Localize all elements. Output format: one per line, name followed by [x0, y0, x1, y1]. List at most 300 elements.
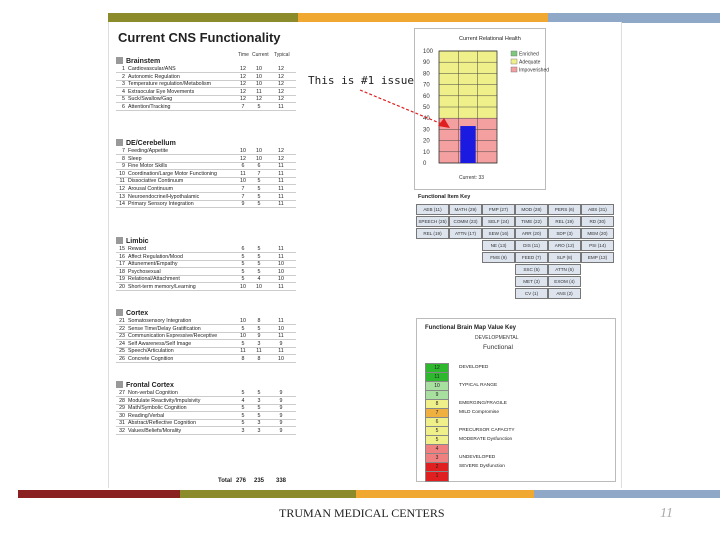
row-number: 21 [119, 318, 125, 324]
arrow-line [360, 90, 442, 124]
row-current-value: 7 [257, 170, 261, 177]
value-level-swatch: 3 [425, 453, 449, 464]
row-typical-value: 12 [278, 73, 284, 80]
row-number: 17 [119, 261, 125, 268]
page-number: 11 [660, 506, 673, 521]
row-number: 8 [122, 155, 125, 162]
section-heading [116, 57, 160, 65]
row-typical-value: 9 [279, 420, 283, 427]
row-time-value: 10 [240, 318, 246, 324]
row-label: Modulate Reactivity/Impulsivity [128, 397, 201, 404]
row-current-value: 3 [257, 428, 261, 434]
row-number: 1 [122, 66, 125, 72]
item-key-cell: EXOM (4) [548, 276, 581, 287]
row-label: Non-verbal Cognition [128, 390, 178, 396]
value-level-label: TYPICAL RANGE [459, 382, 498, 388]
value-level-label: PRECURSOR CAPACITY [459, 427, 515, 433]
row-label: Reading/Verbal [128, 412, 165, 419]
row-typical-value: 9 [279, 340, 283, 347]
item-key-cell: CV (1) [515, 288, 548, 299]
value-level-swatch: 10 [425, 381, 449, 392]
value-level-swatch: 5 [425, 426, 449, 437]
item-key-cell: FEED (7) [515, 252, 548, 263]
item-key-cell: FMS (9) [482, 252, 515, 263]
row-label: Sense Time/Delay Gratification [128, 325, 201, 332]
value-level-swatch: 12 [425, 363, 449, 374]
value-level-swatch: 9 [425, 390, 449, 401]
row-label: Communication Expressive/Receptive [128, 333, 218, 340]
row-typical-value: 12 [278, 66, 284, 72]
row-number: 20 [119, 284, 125, 290]
row-time-value: 12 [240, 66, 246, 72]
row-number: 18 [119, 268, 125, 275]
value-level-swatch: 5 [425, 435, 449, 446]
value-key [416, 318, 616, 482]
item-key-cell: SLP (8) [548, 252, 581, 263]
section-heading-text: Cortex [126, 310, 149, 317]
col-header-time: Time [238, 52, 249, 58]
row-label: Attunement/Empathy [128, 261, 178, 268]
row-typical-value: 11 [278, 318, 284, 324]
row-time-value: 5 [241, 405, 245, 412]
row-current-value: 9 [257, 333, 261, 340]
row-number: 30 [119, 412, 125, 419]
row-current-value: 5 [257, 325, 261, 332]
value-level-label: MILD Compromise [459, 409, 499, 415]
row-label: Suck/Swallow/Gag [128, 96, 173, 103]
row-typical-value: 10 [278, 261, 284, 268]
item-key-cell: ANS (2) [548, 288, 581, 299]
row-current-value: 8 [257, 356, 261, 362]
row-label: Coordination/Large Motor Functioning [128, 170, 217, 177]
table-row [116, 398, 296, 405]
row-current-value: 5 [257, 261, 261, 268]
table-row [116, 413, 296, 420]
row-label: Values/Beliefs/Morality [128, 428, 182, 434]
row-label: Speech/Articulation [128, 348, 174, 355]
row-typical-value: 9 [279, 397, 283, 404]
item-key-cell: AEB (11) [416, 204, 449, 215]
row-time-value: 12 [240, 88, 246, 95]
section-marker [116, 139, 123, 146]
row-number: 5 [122, 96, 125, 103]
table-row [116, 333, 296, 340]
row-time-value: 5 [241, 420, 245, 427]
row-typical-value: 12 [278, 155, 284, 162]
table-row [116, 284, 296, 291]
table-row [116, 74, 296, 81]
row-number: 4 [122, 88, 125, 95]
row-typical-value: 9 [279, 428, 283, 434]
row-label: Cardiovascular/ANS [128, 66, 176, 72]
section-heading-text: Frontal Cortex [126, 382, 174, 389]
item-key-cell: SELF (24) [482, 216, 515, 227]
row-typical-value: 10 [278, 276, 284, 283]
value-key-header2: Functional [483, 344, 513, 351]
table-row [116, 156, 296, 163]
row-number: 25 [119, 348, 125, 355]
bottom-bar-darkred [18, 490, 180, 498]
row-time-value: 12 [240, 96, 246, 103]
row-current-value: 5 [257, 253, 261, 260]
row-number: 2 [122, 73, 125, 80]
row-label: Dissociative Continuum [128, 178, 184, 185]
item-key-cell: COMM (23) [449, 216, 482, 227]
row-label: Temperature regulation/Metabolism [128, 81, 212, 88]
total-current: 235 [254, 478, 265, 484]
row-typical-value: 11 [278, 193, 284, 200]
report-title: Current CNS Functionality [118, 30, 281, 45]
table-row [116, 96, 296, 103]
total-time: 276 [236, 478, 247, 484]
row-typical-value: 11 [278, 104, 284, 110]
row-label: Concrete Cognition [128, 356, 174, 362]
row-number: 13 [119, 193, 125, 200]
table-row [116, 269, 296, 276]
legend-swatch [511, 59, 517, 64]
row-current-value: 8 [257, 318, 261, 324]
item-key-cell: ABS (31) [581, 204, 614, 215]
section-heading-text: Brainstem [126, 58, 161, 65]
row-time-value: 9 [241, 201, 245, 208]
legend-swatch [511, 51, 517, 56]
row-time-value: 12 [240, 81, 246, 88]
row-typical-value: 11 [278, 348, 284, 355]
row-number: 31 [119, 420, 125, 427]
table-row [116, 171, 296, 178]
row-time-value: 10 [240, 148, 246, 154]
row-label: Abstract/Reflective Cognition [128, 420, 197, 427]
chart-y-tick-label: 20 [423, 138, 430, 145]
bottom-bar-steel [534, 490, 720, 498]
row-typical-value: 9 [279, 390, 283, 396]
table-row [116, 326, 296, 333]
row-current-value: 10 [256, 66, 262, 72]
row-number: 3 [122, 81, 125, 88]
row-number: 26 [119, 356, 125, 362]
table-row [116, 201, 296, 208]
value-level-label: MODERATE Dysfunction [459, 436, 513, 442]
row-typical-value: 12 [278, 148, 284, 154]
table-row [116, 348, 296, 355]
row-number: 14 [119, 201, 125, 208]
table-row [116, 390, 296, 397]
value-level-swatch: 6 [425, 417, 449, 428]
value-key-header1: DEVELOPMENTAL [475, 335, 519, 341]
row-typical-value: 11 [278, 186, 284, 192]
row-number: 28 [119, 397, 125, 404]
chart-y-tick-label: 100 [423, 49, 434, 55]
row-current-value: 5 [257, 193, 261, 200]
row-typical-value: 11 [278, 163, 284, 170]
item-key-title: Functional Item Key [418, 194, 471, 200]
section-heading [116, 309, 148, 317]
item-key-cell: MET (3) [515, 276, 548, 287]
row-number: 16 [119, 253, 125, 260]
row-typical-value: 11 [278, 178, 284, 185]
item-key-cell: ATTN (6) [548, 264, 581, 275]
table-row [116, 178, 296, 185]
total-typical: 338 [276, 478, 287, 484]
row-label: Neuroendocrine/Hypothalamic [128, 193, 200, 200]
row-typical-value: 10 [278, 268, 284, 275]
row-current-value: 3 [257, 340, 261, 347]
table-row [116, 276, 296, 283]
item-key-cell: SDP (3) [548, 228, 581, 239]
row-time-value: 6 [241, 163, 245, 170]
row-typical-value: 11 [278, 253, 284, 260]
value-level-swatch: 7 [425, 408, 449, 419]
table-row [116, 186, 296, 193]
row-label: Arousal Continuum [128, 186, 174, 192]
row-time-value: 5 [241, 253, 245, 260]
row-label: Math/Symbolic Cognition [128, 405, 187, 412]
row-number: 9 [122, 163, 125, 170]
item-key-cell: RD (30) [581, 216, 614, 227]
item-key [414, 192, 614, 307]
chart-y-tick-label: 50 [423, 105, 430, 111]
chart-y-tick-label: 40 [423, 116, 430, 123]
footer-text: TRUMAN MEDICAL CENTERS [279, 506, 445, 520]
row-current-value: 10 [256, 81, 262, 88]
chart-y-tick-label: 30 [423, 127, 430, 134]
table-row [116, 356, 296, 363]
row-number: 7 [122, 148, 125, 154]
section-marker [116, 237, 123, 244]
row-typical-value: 11 [278, 170, 284, 177]
table-row [116, 148, 296, 155]
row-time-value: 10 [240, 333, 246, 340]
row-time-value: 3 [241, 428, 245, 434]
chart-bar-current [460, 126, 475, 163]
row-time-value: 5 [241, 412, 245, 419]
row-current-value: 4 [257, 276, 261, 283]
row-label: Psychosexual [128, 268, 161, 275]
item-key-cell: REL (19) [548, 216, 581, 227]
chart-y-tick-label: 60 [423, 93, 430, 100]
row-time-value: 7 [241, 193, 245, 200]
value-level-label: DEVELOPED [459, 364, 489, 370]
row-time-value: 5 [241, 340, 245, 347]
row-number: 6 [122, 104, 125, 110]
row-typical-value: 10 [278, 325, 284, 332]
row-current-value: 5 [257, 246, 261, 252]
row-number: 23 [119, 333, 125, 340]
row-typical-value: 11 [278, 246, 284, 252]
item-key-cell: SSC (5) [515, 264, 548, 275]
row-typical-value: 12 [278, 81, 284, 88]
row-time-value: 5 [241, 261, 245, 268]
row-time-value: 8 [241, 356, 245, 362]
value-level-label: SEVERE Dysfunction [459, 463, 505, 469]
row-current-value: 11 [256, 348, 262, 355]
row-time-value: 12 [240, 155, 246, 162]
value-key-title: Functional Brain Map Value Key [425, 325, 517, 331]
row-time-value: 11 [240, 348, 246, 355]
row-current-value: 5 [257, 201, 261, 208]
row-number: 12 [119, 186, 125, 192]
section-heading-text: DE/Cerebellum [126, 140, 176, 147]
legend-label: Adequate [519, 59, 541, 66]
section-marker [116, 381, 123, 388]
row-current-value: 5 [257, 178, 261, 185]
row-current-value: 3 [257, 420, 261, 427]
row-label: Extraocular Eye Movements [128, 88, 195, 95]
value-level-label: UNDEVELOPED [459, 454, 496, 460]
row-number: 24 [119, 340, 125, 347]
bottom-bar-olive [180, 490, 356, 498]
row-current-value: 11 [256, 88, 262, 95]
item-key-cell: TIME (22) [515, 216, 548, 227]
row-number: 11 [119, 178, 125, 185]
row-typical-value: 11 [278, 284, 284, 290]
row-typical-value: 12 [278, 96, 284, 103]
table-row [116, 318, 296, 325]
row-current-value: 5 [257, 186, 261, 192]
item-key-cell: SPEECH (25) [416, 216, 449, 227]
row-number: 15 [119, 246, 125, 252]
row-time-value: 10 [240, 284, 246, 290]
row-current-value: 5 [257, 104, 261, 110]
chart-x-label: Current: 33 [459, 175, 485, 181]
chart-y-tick-label: 0 [423, 161, 427, 167]
row-time-value: 4 [241, 397, 245, 404]
row-current-value: 10 [256, 284, 262, 290]
row-current-value: 10 [256, 148, 262, 154]
chart-y-tick-label: 90 [423, 60, 430, 67]
table-row [116, 405, 296, 412]
row-label: Sleep [128, 155, 142, 162]
row-number: 29 [119, 405, 125, 412]
col-header-typical: Typical [274, 52, 290, 58]
row-typical-value: 11 [278, 333, 284, 340]
row-number: 32 [119, 428, 125, 434]
row-time-value: 11 [240, 170, 246, 177]
row-time-value: 5 [241, 390, 245, 396]
value-level-swatch: 2 [425, 462, 449, 473]
item-key-cell: EMP (13) [581, 252, 614, 263]
value-level-swatch: 11 [425, 372, 449, 383]
section-heading-text: Limbic [126, 238, 149, 245]
row-time-value: 10 [240, 178, 246, 185]
section-marker [116, 57, 123, 64]
row-current-value: 6 [257, 163, 261, 170]
chart-y-tick-label: 80 [423, 71, 430, 78]
chart-band-enriched [439, 51, 497, 85]
row-number: 27 [119, 390, 125, 396]
row-time-value: 5 [241, 268, 245, 275]
table-row [116, 89, 296, 96]
row-label: Attention/Tracking [128, 104, 171, 110]
item-key-cell: MOD (28) [515, 204, 548, 215]
section-heading [116, 237, 149, 245]
item-key-cell: PERS (6) [548, 204, 581, 215]
row-time-value: 6 [241, 246, 245, 252]
section-heading [116, 381, 174, 389]
item-key-cell: DIS (11) [515, 240, 548, 251]
row-label: Feeding/Appetite [128, 148, 169, 154]
item-key-cell: MATH (29) [449, 204, 482, 215]
table-row [116, 341, 296, 348]
chart-y-tick-label: 70 [423, 82, 430, 89]
row-label: Primary Sensory Integration [128, 201, 194, 208]
table-row [116, 194, 296, 201]
legend-swatch [511, 67, 517, 72]
row-label: Short-term memory/Learning [128, 284, 196, 290]
item-key-cell: ARO (12) [548, 240, 581, 251]
row-current-value: 10 [256, 73, 262, 80]
row-time-value: 7 [241, 186, 245, 192]
row-time-value: 5 [241, 325, 245, 332]
annotation-text: This is #1 issue [308, 74, 414, 87]
chart-y-tick-label: 10 [423, 149, 430, 156]
row-time-value: 12 [240, 73, 246, 80]
table-row [116, 66, 296, 73]
value-level-swatch: 8 [425, 399, 449, 410]
row-label: Autonomic Regulation [128, 73, 180, 80]
table-row [116, 420, 296, 427]
section-marker [116, 309, 123, 316]
row-label: Fine Motor Skills [128, 163, 168, 170]
table-row [116, 246, 296, 253]
table-row [116, 261, 296, 268]
col-header-current: Current [252, 52, 269, 58]
row-typical-value: 9 [279, 405, 283, 412]
row-current-value: 5 [257, 405, 261, 412]
row-label: Affect Regulation/Mood [128, 253, 183, 260]
row-current-value: 12 [256, 96, 262, 103]
item-key-cell: ATTN (17) [449, 228, 482, 239]
legend-label: Impoverished [519, 67, 550, 74]
row-typical-value: 12 [278, 88, 284, 95]
row-current-value: 3 [257, 397, 261, 404]
row-time-value: 5 [241, 276, 245, 283]
row-label: Somatosensory Integration [128, 318, 192, 324]
item-key-cell: ARR (20) [515, 228, 548, 239]
value-level-swatch: 1 [425, 471, 449, 482]
row-label: Self Awareness/Self Image [128, 340, 192, 347]
row-current-value: 10 [256, 155, 262, 162]
row-number: 19 [119, 276, 125, 283]
row-number: 10 [119, 170, 125, 177]
table-row [116, 104, 296, 111]
chart-title: Current Relational Health [459, 36, 521, 42]
table-row [116, 163, 296, 170]
item-key-cell: REL (19) [416, 228, 449, 239]
value-level-swatch: 4 [425, 444, 449, 455]
item-key-cell: SEW (16) [482, 228, 515, 239]
row-current-value: 5 [257, 412, 261, 419]
row-number: 22 [119, 325, 125, 332]
item-key-cell: PSI (14) [581, 240, 614, 251]
row-time-value: 7 [241, 104, 245, 110]
row-current-value: 5 [257, 390, 261, 396]
value-level-label: EMERGING/FRAGILE [459, 400, 507, 406]
row-typical-value: 11 [278, 201, 284, 208]
totals-label: Total [218, 478, 232, 484]
row-typical-value: 10 [278, 356, 284, 362]
row-current-value: 5 [257, 268, 261, 275]
section-heading [116, 139, 176, 147]
item-key-cell: FMP (27) [482, 204, 515, 215]
row-label: Reward [128, 246, 147, 252]
bottom-bar-orange [356, 490, 534, 498]
row-label: Relational/Attachment [128, 276, 180, 283]
table-row [116, 81, 296, 88]
legend-label: Enriched [519, 51, 539, 58]
annotation-arrow [350, 84, 460, 134]
item-key-cell: MEM (20) [581, 228, 614, 239]
